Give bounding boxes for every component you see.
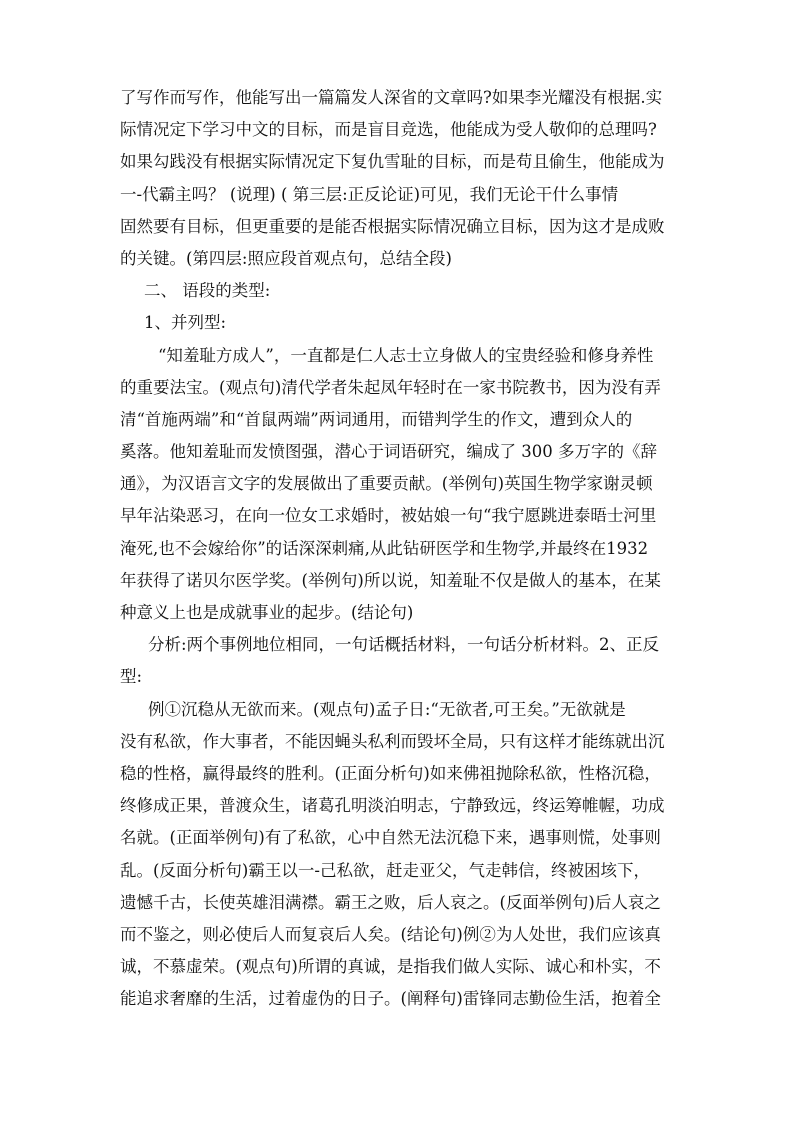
text-line: 早年沾染恶习，在向一位女工求婚时，被姑娘一句“我宁愿跳进泰晤士河里 <box>120 506 657 526</box>
text-line: 能追求奢靡的生活，过着虚伪的日子。(阐释句)雷锋同志勤俭生活，抱着全 <box>120 989 661 1009</box>
text-line: 通》，为汉语言文字的发展做出了重要贡献。(举例句)英国生物学家谢灵顿 <box>120 474 653 494</box>
text-line: 如果勾践没有根据实际情况定下复仇雪耻的目标，而是苟且偷生，他能成为 <box>120 152 665 172</box>
text-line: 奚落。他知羞耻而发愤图强，潜心于词语研究，编成了 300 多万字的《辞 <box>120 442 657 462</box>
text-line: 淹死,也不会嫁给你”的话深深刺痛,从此钻研医学和生物学,并最终在1932 <box>120 538 649 558</box>
text-line: 的重要法宝。(观点句)清代学者朱起凤年轻时在一家书院教书，因为没有弄 <box>120 377 661 397</box>
text-line: 分析:两个事例地位相同，一句话概括材料，一句话分析材料。2、正反 <box>148 635 660 655</box>
text-line: 的关键。(第四层:照应段首观点句，总结全段) <box>120 248 452 268</box>
text-line: 固然要有目标，但更重要的是能否根据实际情况确立目标，因为这才是成败 <box>120 216 665 236</box>
text-line: 例①沉稳从无欲而来。(观点句)孟子日:“无欲者,可王矣。”无欲就是 <box>148 699 626 719</box>
text-line: 际情况定下学习中文的目标，而是盲目竞选，他能成为受人敬仰的总理吗? <box>120 120 657 140</box>
text-line: 名就。(正面举例句)有了私欲，心中自然无法沉稳下来，遇事则慌，处事则 <box>120 828 661 848</box>
text-line: 了写作而写作，他能写出一篇篇发人深省的文章吗?如果李光耀没有根据.实 <box>120 88 663 107</box>
text-line: “知羞耻方成人”，一直都是仁人志士立身做人的宝贵经验和修身养性 <box>158 345 654 365</box>
text-line: 终修成正果，普渡众生，诸葛孔明淡泊明志，宁静致远，终运筹帷幄，功成 <box>120 796 665 816</box>
text-line: 诚，不慕虚荣。(观点句)所谓的真诚，是指我们做人实际、诚心和朴实，不 <box>120 957 661 977</box>
text-line: 没有私欲，作大事者，不能因蝇头私利而毁坏全局，只有这样才能练就出沉 <box>120 731 665 751</box>
text-line: 1、并列型: <box>144 313 227 333</box>
text-line: 年获得了诺贝尔医学奖。(举例句)所以说，知羞耻不仅是做人的基本，在某 <box>120 570 661 590</box>
text-line: 一-代霸主吗？ (说理) ( 第三层:正反论证)可见，我们无论干什么事情 <box>120 184 619 204</box>
text-line: 型: <box>120 667 143 687</box>
text-line: 而不鉴之，则必使后人而复哀后人矣。(结论句)例②为人处世，我们应该真 <box>120 924 661 944</box>
text-line: 二、 语段的类型: <box>144 281 271 301</box>
text-line: 乱。(反面分析句)霸王以一-己私欲，赶走亚父，气走韩信，终被困垓下， <box>120 860 650 880</box>
document-body <box>120 82 680 1015</box>
text-line: 清“首施两端”和“首鼠两端”两词通用，而错判学生的作文，遭到众人的 <box>120 409 633 429</box>
text-line: 稳的性格，赢得最终的胜利。(正面分析句)如来佛祖抛除私欲，性格沉稳， <box>120 763 661 783</box>
text-line: 遗憾千古，长使英雄泪满襟。霸王之败，后人哀之。(反面举例句)后人哀之 <box>120 892 661 912</box>
text-line: 种意义上也是成就事业的起步。(结论句) <box>120 603 414 622</box>
